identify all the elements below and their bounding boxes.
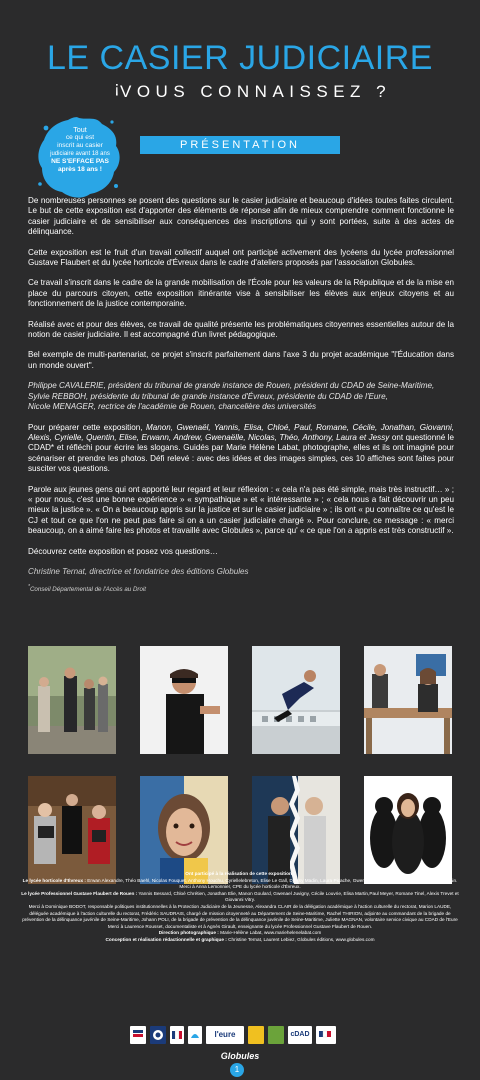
paragraph: Ce travail s'inscrit dans le cadre de la grande mobilisation de l'École pour les valeurs de la République et de la mise en place du parcours citoyen, cette exposition itinérante vise à sensibiliser les élèves aux enjeux citoyens et au fonctionnement de la justice contemporaine. xyxy=(28,278,454,309)
credits-text: Christine Ternat, Laurent Lebiez, Globules éditions, www.globules.com xyxy=(226,936,375,942)
credits xyxy=(20,871,460,944)
logo-eure xyxy=(206,1026,244,1044)
logo-eure-text: l'eure xyxy=(214,1030,236,1039)
photo-torn-portrait xyxy=(252,776,340,884)
credits-label: Le lycée Professionnel Gustave Flaubert de Rouen : xyxy=(21,890,138,896)
section-label-presentation: PRÉSENTATION xyxy=(140,136,340,154)
photo-grid xyxy=(28,646,452,866)
photo-jump xyxy=(252,646,340,754)
splash-line: inscrit au casier xyxy=(57,142,103,149)
body-text xyxy=(28,196,454,604)
credits-line: Merci à Laurence Rousset, documentaliste et à Agnès Girault, enseignante du lycée Professionnel Gustave Flaubert de Rouen. xyxy=(107,923,373,929)
paragraph-rest: ont questionné le CDAD* et réfléchi pour écrire les slogans. Guidés par Marie Hélène Labat, photographe, elles et ils ont imaginé pour scénariser et prendre les photos. Défi relevé : avec des idées et des images simples, ces 10 affiches sont faites pour susciter vos questions. xyxy=(28,432,454,474)
credits-label: Le lycée horticole d'Évreux : xyxy=(22,877,86,883)
splash-line: NE S'EFFACE PAS xyxy=(51,158,109,165)
splash-text xyxy=(40,126,120,174)
credits-text: Erwan Alexandre, Théo Baehl, Nicolas Fouquet, Anthony Houchu, Cyriellelebreton, Elise Le Gall, Djessy Madin, Laura Picache, Gwenaëlle Rey, Andrew Soyez et Quentin Sylvain. xyxy=(86,877,458,883)
page-subtitle xyxy=(114,78,392,102)
photo-courtroom-tablets xyxy=(28,776,116,884)
signatory: Nicole MENAGER, rectrice de l'académie de Rouen, chancelière des universités xyxy=(28,402,317,412)
student-names: Manon, Gwenaël, Yannis, Elisa, Chloé, Paul, Romane, Cécile, Jonathan, Giovanni, Alexis, Cyrielle, Quentin, Elise, Erwann, Andrew, Gwenaëlle, Nicolas, Théo, Anthony, Laura et Jessy xyxy=(28,422,454,442)
subtitle-text: VOUS CONNAISSEZ ? xyxy=(120,82,392,101)
paragraph-intro: Pour préparer cette exposition, xyxy=(28,422,146,432)
splash-line: judiciaire avant 18 ans xyxy=(50,151,110,157)
logo-cdad-text: cDAD xyxy=(290,1031,310,1038)
logo-rectorat xyxy=(170,1026,184,1044)
footnote-text: Conseil Départemental de l'Accès au Droit xyxy=(29,586,147,594)
photo-girl-shadows xyxy=(364,776,452,884)
credits-text: Yannis Bessard, Chloé Chrétien, Jonathan Elie, Manon Goulard, Gwenael Juvigny, Cécile Louvrie, Elisa Martin,Paul Meyer, Romane Tinel, Alexis Trevet et Giovanni Vitry. xyxy=(137,890,459,903)
paragraph: Bel exemple de multi-partenariat, ce projet s'inscrit parfaitement dans l'axe 3 du projet académique "l'Éducation dans un monde ouvert". xyxy=(28,350,454,370)
footnote-mark: * xyxy=(28,584,30,591)
paragraph: Réalisé avec et pour des élèves, ce travail de qualité présente les problématiques citoyennes essentielles autour de la notion de casier judiciaire. Il est accompagné d'un livret pédagogique. xyxy=(28,319,454,340)
credits-line: Merci à Anna Lemonnier, CPE du lycée horticole d'Évreux. xyxy=(179,884,301,890)
logo-green-partner xyxy=(268,1026,284,1044)
paragraph xyxy=(28,423,454,475)
credits-line: Merci à Dominique BODOT, responsable politiques institutionnelles à la Protection Judiciaire de la Jeunesse, Alexandra CLAIR de la délégation académique à l'action culturelle du rectorat, Marion LAUDE, déléguée académique à l'action culturelle du rectorat, Frédéric SAUDRAIS, chargé de mission citoyenneté au Département de Seine-Maritime, Rachel THIRION, adjointe au commandant de la brigade de prévention de la délinquance juvénile de Seine-Maritime, Johann POLI, de la brigade de prévention de la délinquance juvénile de Seine-Maritime, Juliette MAGNAN, volontaire service civique au CDAD de l'Eure xyxy=(22,903,458,923)
logo-pjj xyxy=(150,1026,166,1044)
signature: Christine Ternat, directrice et fondatrice des éditions Globules xyxy=(28,566,249,576)
signatory: Sylvie REBBOH, présidente du tribunal de grande instance d'Évreux, présidente du CDAD de l'Eure, xyxy=(28,391,388,401)
paragraph: De nombreuses personnes se posent des questions sur le casier judiciaire et beaucoup d'idées toutes faites circulent. Le but de cette exposition est d'apporter des éléments de réponse afin de mieux comprendre comment fonctionne le casier judiciaire et de sensibiliser aux conséquences des inscriptions qui y sont portées, suite à des actes de délinquance. xyxy=(28,196,454,237)
photo-office-desk xyxy=(364,646,452,754)
partner-logos xyxy=(130,1026,350,1046)
splash-line: ce qui est xyxy=(65,134,95,141)
photo-students-group xyxy=(28,646,116,754)
footnote xyxy=(28,583,454,594)
photo-boy-sunglasses xyxy=(140,646,228,754)
paragraph: Cette exposition est le fruit d'un travail collectif auquel ont participé activement des lycéens du lycée professionnel Gustave Flaubert et du lycée horticole d'Évreux dans le cadre d'ateliers proposés par l'association Globules. xyxy=(28,247,454,268)
credits-text: Marie-Hélène Labat, www.mariehelenelabat.com xyxy=(218,930,322,936)
splash-line: après 18 ans ! xyxy=(58,166,102,173)
signatory: Philippe CAVALERIE, président du tribunal de grande instance de Rouen, président du CDAD de Seine-Maritime, xyxy=(28,381,435,391)
credits-label: Direction photographique : xyxy=(158,930,219,936)
credits-line xyxy=(20,937,460,944)
logo-marianne xyxy=(316,1026,336,1044)
page-number: 1 xyxy=(230,1063,244,1077)
subtitle-mark: ¡ xyxy=(114,78,120,97)
logo-yellow-partner xyxy=(248,1026,264,1044)
logo-ministere xyxy=(130,1026,146,1044)
brand-logo: Globules xyxy=(220,1051,260,1061)
signatories xyxy=(28,381,454,412)
paragraph: Parole aux jeunes gens qui ont apporté leur regard et leur réflexion : « cela n'a pas été simple, mais très instructif… » ; « pour nous, c'est une bonne expérience » « sympathique » et « intéressante » ; « cela nous a fait découvrir un peu mieux la justice ». « On a beaucoup appris sur la justice et sur le casier judiciaire » ; ils ont « pu connaître ce qu'est le CJ et tout ce que l'on ne peut pas faire si on a un casier judiciaire chargé ». Pour conclure, ce message : « merci beaucoup, on a aimé faire les photos et travaillé avec Globules », parce qu' « ce que l'on a appris est très constructif ». xyxy=(28,484,454,536)
credits-line xyxy=(20,930,460,937)
photo-split-face xyxy=(140,776,228,884)
logo-seine-maritime xyxy=(188,1026,202,1044)
credits-label: Conception et réalisation rédactionnelle et graphique : xyxy=(105,936,227,942)
credits-heading: Ont participé à la réalisation de cette exposition : xyxy=(185,871,295,876)
logo-cdad xyxy=(288,1026,312,1044)
splash-line: Tout xyxy=(73,125,87,134)
page-title: LE CASIER JUDICIAIRE xyxy=(47,39,433,77)
paragraph: Découvrez cette exposition et posez vos questions… xyxy=(28,546,218,556)
credits-line xyxy=(20,891,460,904)
